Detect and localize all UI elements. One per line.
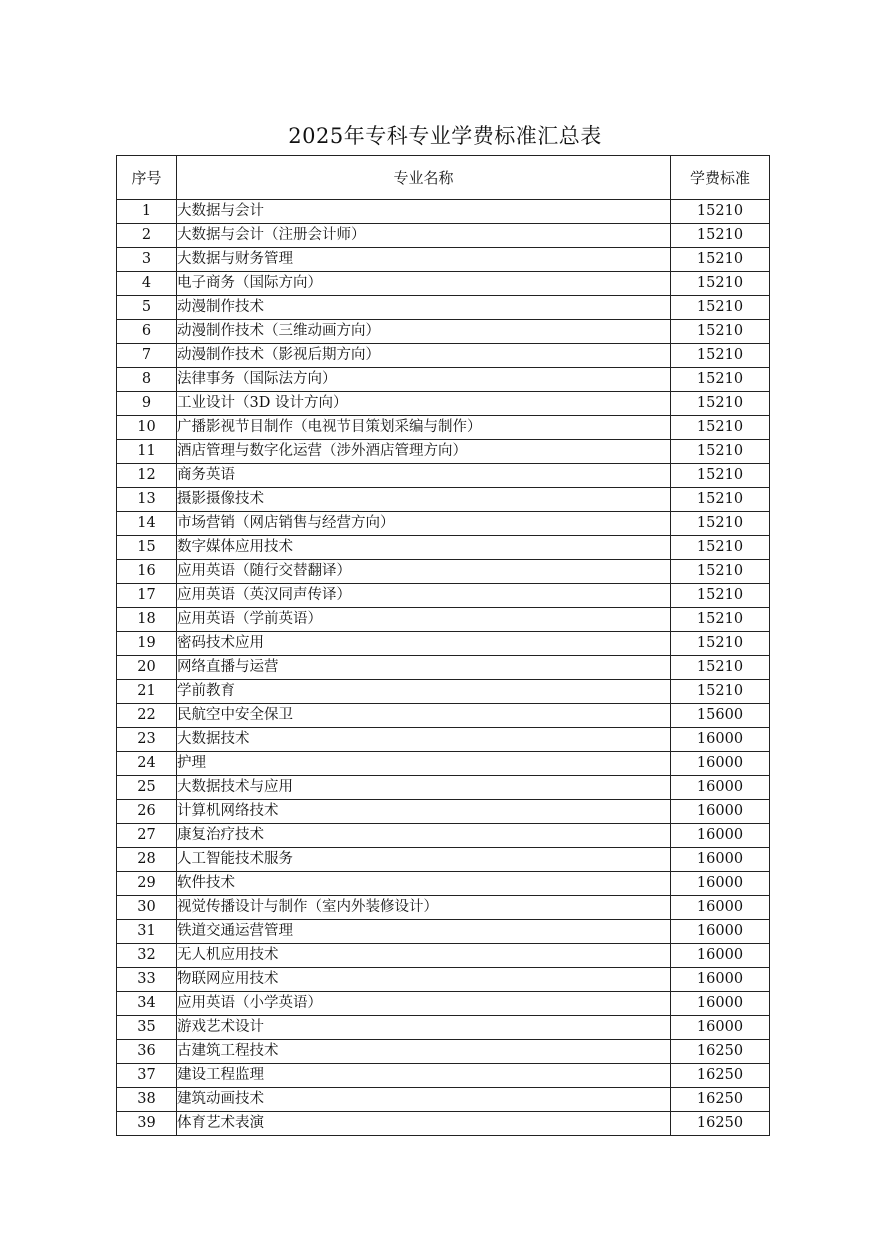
major-name-cell: 计算机网络技术 bbox=[177, 800, 671, 824]
seq-cell: 19 bbox=[117, 632, 177, 656]
fee-cell: 15600 bbox=[671, 704, 770, 728]
fee-cell: 16000 bbox=[671, 896, 770, 920]
seq-cell: 39 bbox=[117, 1112, 177, 1136]
fee-cell: 15210 bbox=[671, 320, 770, 344]
fee-cell: 15210 bbox=[671, 656, 770, 680]
major-name-cell: 市场营销（网店销售与经营方向） bbox=[177, 512, 671, 536]
major-name-cell: 应用英语（英汉同声传译） bbox=[177, 584, 671, 608]
seq-cell: 14 bbox=[117, 512, 177, 536]
major-name-cell: 体育艺术表演 bbox=[177, 1112, 671, 1136]
header-seq: 序号 bbox=[117, 156, 177, 200]
major-name-cell: 铁道交通运营管理 bbox=[177, 920, 671, 944]
table-row bbox=[117, 704, 770, 728]
table-row bbox=[117, 1064, 770, 1088]
table-row bbox=[117, 272, 770, 296]
fee-cell: 16000 bbox=[671, 920, 770, 944]
table-row bbox=[117, 464, 770, 488]
major-name-cell: 无人机应用技术 bbox=[177, 944, 671, 968]
major-name-cell: 建筑动画技术 bbox=[177, 1088, 671, 1112]
major-name-cell: 游戏艺术设计 bbox=[177, 1016, 671, 1040]
table-row bbox=[117, 680, 770, 704]
seq-cell: 13 bbox=[117, 488, 177, 512]
major-name-cell: 建设工程监理 bbox=[177, 1064, 671, 1088]
seq-cell: 22 bbox=[117, 704, 177, 728]
table-row bbox=[117, 440, 770, 464]
table-row bbox=[117, 1088, 770, 1112]
fee-cell: 15210 bbox=[671, 272, 770, 296]
major-name-cell: 大数据与会计（注册会计师） bbox=[177, 224, 671, 248]
fee-cell: 15210 bbox=[671, 392, 770, 416]
fee-cell: 16250 bbox=[671, 1112, 770, 1136]
major-name-cell: 应用英语（小学英语） bbox=[177, 992, 671, 1016]
fee-cell: 16000 bbox=[671, 848, 770, 872]
major-name-cell: 康复治疗技术 bbox=[177, 824, 671, 848]
major-name-cell: 广播影视节目制作（电视节目策划采编与制作） bbox=[177, 416, 671, 440]
table-row bbox=[117, 968, 770, 992]
seq-cell: 3 bbox=[117, 248, 177, 272]
fee-cell: 15210 bbox=[671, 584, 770, 608]
fee-cell: 15210 bbox=[671, 464, 770, 488]
table-row bbox=[117, 896, 770, 920]
table-row bbox=[117, 584, 770, 608]
seq-cell: 36 bbox=[117, 1040, 177, 1064]
seq-cell: 11 bbox=[117, 440, 177, 464]
major-name-cell: 法律事务（国际法方向） bbox=[177, 368, 671, 392]
seq-cell: 38 bbox=[117, 1088, 177, 1112]
table-row bbox=[117, 248, 770, 272]
table-row bbox=[117, 608, 770, 632]
table-row bbox=[117, 1016, 770, 1040]
major-name-cell: 大数据与会计 bbox=[177, 200, 671, 224]
major-name-cell: 工业设计（3D 设计方向） bbox=[177, 392, 671, 416]
table-row bbox=[117, 920, 770, 944]
fee-cell: 15210 bbox=[671, 344, 770, 368]
document-title: 2025年专科专业学费标准汇总表 bbox=[288, 124, 602, 148]
seq-cell: 7 bbox=[117, 344, 177, 368]
fee-cell: 16000 bbox=[671, 944, 770, 968]
major-name-cell: 摄影摄像技术 bbox=[177, 488, 671, 512]
seq-cell: 26 bbox=[117, 800, 177, 824]
seq-cell: 5 bbox=[117, 296, 177, 320]
major-name-cell: 民航空中安全保卫 bbox=[177, 704, 671, 728]
table-row bbox=[117, 320, 770, 344]
seq-cell: 8 bbox=[117, 368, 177, 392]
major-name-cell: 电子商务（国际方向） bbox=[177, 272, 671, 296]
fee-cell: 16000 bbox=[671, 752, 770, 776]
fee-cell: 15210 bbox=[671, 632, 770, 656]
major-name-cell: 大数据技术 bbox=[177, 728, 671, 752]
table-row bbox=[117, 488, 770, 512]
seq-cell: 32 bbox=[117, 944, 177, 968]
major-name-cell: 动漫制作技术（三维动画方向） bbox=[177, 320, 671, 344]
fee-cell: 16000 bbox=[671, 1016, 770, 1040]
header-major-name: 专业名称 bbox=[177, 156, 671, 200]
tuition-fee-table bbox=[116, 155, 770, 1136]
table-row bbox=[117, 752, 770, 776]
table-row bbox=[117, 728, 770, 752]
fee-cell: 16000 bbox=[671, 992, 770, 1016]
seq-cell: 27 bbox=[117, 824, 177, 848]
fee-cell: 16250 bbox=[671, 1040, 770, 1064]
seq-cell: 29 bbox=[117, 872, 177, 896]
table-row bbox=[117, 344, 770, 368]
table-row bbox=[117, 632, 770, 656]
fee-cell: 15210 bbox=[671, 224, 770, 248]
major-name-cell: 动漫制作技术 bbox=[177, 296, 671, 320]
fee-cell: 15210 bbox=[671, 560, 770, 584]
table-row bbox=[117, 1040, 770, 1064]
major-name-cell: 视觉传播设计与制作（室内外装修设计） bbox=[177, 896, 671, 920]
seq-cell: 15 bbox=[117, 536, 177, 560]
table-row bbox=[117, 560, 770, 584]
fee-cell: 15210 bbox=[671, 680, 770, 704]
fee-cell: 15210 bbox=[671, 296, 770, 320]
fee-cell: 15210 bbox=[671, 608, 770, 632]
table-row bbox=[117, 512, 770, 536]
fee-cell: 16250 bbox=[671, 1088, 770, 1112]
major-name-cell: 古建筑工程技术 bbox=[177, 1040, 671, 1064]
table-row bbox=[117, 800, 770, 824]
seq-cell: 4 bbox=[117, 272, 177, 296]
table-row bbox=[117, 224, 770, 248]
seq-cell: 17 bbox=[117, 584, 177, 608]
major-name-cell: 应用英语（随行交替翻译） bbox=[177, 560, 671, 584]
table-row bbox=[117, 392, 770, 416]
table-row bbox=[117, 776, 770, 800]
table-row bbox=[117, 992, 770, 1016]
seq-cell: 2 bbox=[117, 224, 177, 248]
seq-cell: 28 bbox=[117, 848, 177, 872]
major-name-cell: 护理 bbox=[177, 752, 671, 776]
fee-cell: 16000 bbox=[671, 968, 770, 992]
fee-cell: 16000 bbox=[671, 872, 770, 896]
fee-cell: 15210 bbox=[671, 416, 770, 440]
major-name-cell: 网络直播与运营 bbox=[177, 656, 671, 680]
table-row bbox=[117, 872, 770, 896]
table-body bbox=[117, 200, 770, 1136]
table-header-row bbox=[117, 156, 770, 200]
major-name-cell: 人工智能技术服务 bbox=[177, 848, 671, 872]
header-fee: 学费标准 bbox=[671, 156, 770, 200]
seq-cell: 21 bbox=[117, 680, 177, 704]
major-name-cell: 商务英语 bbox=[177, 464, 671, 488]
major-name-cell: 应用英语（学前英语） bbox=[177, 608, 671, 632]
table-row bbox=[117, 416, 770, 440]
seq-cell: 30 bbox=[117, 896, 177, 920]
major-name-cell: 酒店管理与数字化运营（涉外酒店管理方向） bbox=[177, 440, 671, 464]
major-name-cell: 软件技术 bbox=[177, 872, 671, 896]
seq-cell: 33 bbox=[117, 968, 177, 992]
major-name-cell: 动漫制作技术（影视后期方向） bbox=[177, 344, 671, 368]
fee-cell: 15210 bbox=[671, 200, 770, 224]
table-row bbox=[117, 296, 770, 320]
seq-cell: 12 bbox=[117, 464, 177, 488]
fee-cell: 16250 bbox=[671, 1064, 770, 1088]
table-row bbox=[117, 536, 770, 560]
seq-cell: 35 bbox=[117, 1016, 177, 1040]
seq-cell: 37 bbox=[117, 1064, 177, 1088]
fee-cell: 15210 bbox=[671, 512, 770, 536]
seq-cell: 24 bbox=[117, 752, 177, 776]
fee-cell: 16000 bbox=[671, 776, 770, 800]
table-row bbox=[117, 656, 770, 680]
seq-cell: 9 bbox=[117, 392, 177, 416]
fee-cell: 15210 bbox=[671, 440, 770, 464]
table-row bbox=[117, 200, 770, 224]
fee-cell: 16000 bbox=[671, 728, 770, 752]
fee-cell: 16000 bbox=[671, 800, 770, 824]
major-name-cell: 大数据与财务管理 bbox=[177, 248, 671, 272]
major-name-cell: 物联网应用技术 bbox=[177, 968, 671, 992]
seq-cell: 1 bbox=[117, 200, 177, 224]
seq-cell: 6 bbox=[117, 320, 177, 344]
seq-cell: 10 bbox=[117, 416, 177, 440]
seq-cell: 16 bbox=[117, 560, 177, 584]
table-row bbox=[117, 848, 770, 872]
seq-cell: 34 bbox=[117, 992, 177, 1016]
fee-cell: 16000 bbox=[671, 824, 770, 848]
seq-cell: 20 bbox=[117, 656, 177, 680]
major-name-cell: 大数据技术与应用 bbox=[177, 776, 671, 800]
fee-cell: 15210 bbox=[671, 488, 770, 512]
seq-cell: 25 bbox=[117, 776, 177, 800]
seq-cell: 31 bbox=[117, 920, 177, 944]
table-row bbox=[117, 824, 770, 848]
seq-cell: 23 bbox=[117, 728, 177, 752]
fee-cell: 15210 bbox=[671, 536, 770, 560]
fee-cell: 15210 bbox=[671, 368, 770, 392]
fee-cell: 15210 bbox=[671, 248, 770, 272]
table-row bbox=[117, 1112, 770, 1136]
major-name-cell: 密码技术应用 bbox=[177, 632, 671, 656]
seq-cell: 18 bbox=[117, 608, 177, 632]
major-name-cell: 学前教育 bbox=[177, 680, 671, 704]
major-name-cell: 数字媒体应用技术 bbox=[177, 536, 671, 560]
table-row bbox=[117, 368, 770, 392]
table-row bbox=[117, 944, 770, 968]
